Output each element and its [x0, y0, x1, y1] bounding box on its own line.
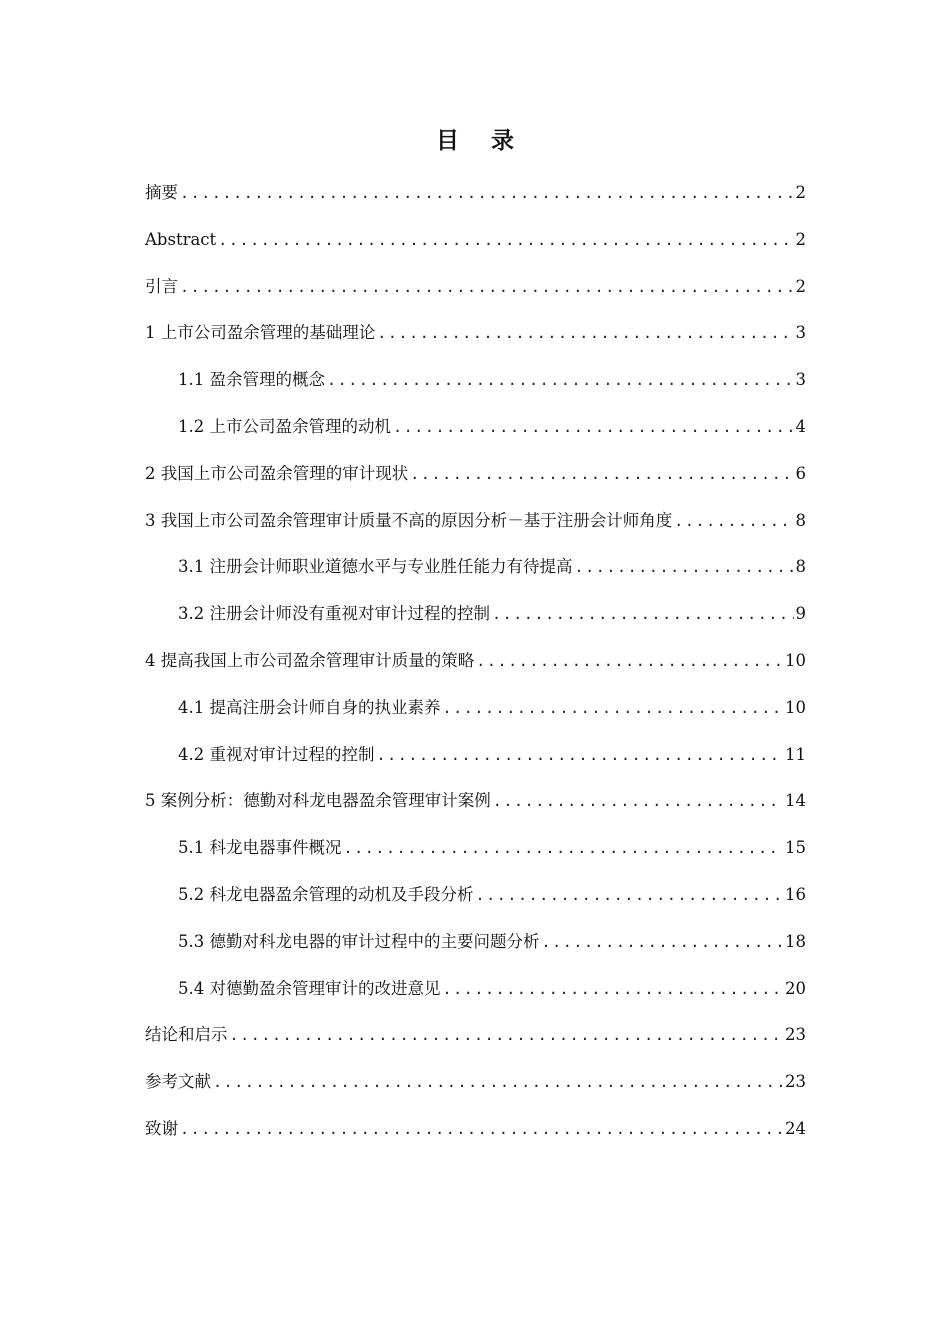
toc-leader-dots [393, 412, 794, 442]
toc-leader-dots [476, 646, 783, 676]
toc-entry-section-3-1[interactable] [145, 552, 806, 599]
toc-entry-text: 5.2 科龙电器盈余管理的动机及手段分析 [178, 884, 474, 904]
toc-page-number: 15 [785, 838, 806, 858]
toc-leader-dots [180, 1114, 783, 1144]
toc-leader-dots [327, 365, 794, 395]
toc-entry-chapter-3[interactable] [145, 506, 806, 553]
toc-entry-abstract-cn[interactable] [145, 178, 806, 225]
toc-page-number: 8 [795, 557, 806, 577]
toc-page-number: 10 [785, 650, 806, 670]
toc-entry-text: 3.1 注册会计师职业道德水平与专业胜任能力有待提高 [178, 557, 573, 577]
toc-page-number: 10 [785, 697, 806, 717]
toc-entry-abstract-en[interactable] [145, 225, 806, 272]
toc-entry-text: 4.1 提高注册会计师自身的执业素养 [178, 697, 441, 717]
toc-leader-dots [575, 552, 794, 582]
toc-entry-chapter-2[interactable] [145, 459, 806, 506]
toc-entry-text: 5.1 科龙电器事件概况 [178, 838, 342, 858]
toc-entry-chapter-5[interactable] [145, 786, 806, 833]
toc-entry-text: 1 上市公司盈余管理的基础理论 [145, 323, 376, 343]
toc-leader-dots [493, 786, 783, 816]
toc-leader-dots [377, 740, 784, 770]
toc-leader-dots [180, 178, 794, 208]
toc-entry-text: Abstract [145, 229, 217, 249]
toc-page-number: 18 [785, 931, 806, 951]
toc-entry-text: 4.2 重视对审计过程的控制 [178, 744, 375, 764]
toc-entry-section-1-1[interactable] [145, 365, 806, 412]
toc-page-number: 2 [795, 229, 806, 249]
toc-page-number: 4 [795, 416, 806, 436]
toc-entry-text: 参考文献 [145, 1072, 211, 1092]
toc-leader-dots [443, 693, 784, 723]
toc-page-number: 14 [785, 791, 806, 811]
toc-entry-section-4-1[interactable] [145, 693, 806, 740]
toc-entry-chapter-4[interactable] [145, 646, 806, 693]
toc-leader-dots [542, 927, 784, 957]
toc-entry-section-5-4[interactable] [145, 974, 806, 1021]
toc-entry-text: 结论和启示 [145, 1025, 228, 1045]
toc-entry-references[interactable] [145, 1067, 806, 1114]
toc-page-number: 23 [785, 1025, 806, 1045]
toc-entry-section-5-2[interactable] [145, 880, 806, 927]
toc-entry-text: 1.1 盈余管理的概念 [178, 370, 325, 390]
toc-entry-section-4-2[interactable] [145, 740, 806, 787]
toc-leader-dots [218, 225, 793, 255]
toc-page-number: 3 [795, 323, 806, 343]
toc-page-number: 24 [785, 1118, 806, 1138]
toc-leader-dots [476, 880, 784, 910]
toc-entry-section-3-2[interactable] [145, 599, 806, 646]
toc-leader-dots [344, 833, 784, 863]
toc-page-number: 9 [795, 604, 806, 624]
toc-entry-introduction[interactable] [145, 272, 806, 319]
toc-entry-section-5-3[interactable] [145, 927, 806, 974]
toc-page-number: 20 [785, 978, 806, 998]
toc-entry-chapter-1[interactable] [145, 318, 806, 365]
toc-leader-dots [674, 506, 793, 536]
toc-page-number: 16 [785, 884, 806, 904]
toc-entry-text: 3.2 注册会计师没有重视对审计过程的控制 [178, 604, 490, 624]
toc-entry-section-1-2[interactable] [145, 412, 806, 459]
toc-entry-section-5-1[interactable] [145, 833, 806, 880]
toc-entry-text: 引言 [145, 276, 178, 296]
toc-leader-dots [492, 599, 794, 629]
toc-page-number: 11 [785, 744, 806, 764]
toc-leader-dots [213, 1067, 783, 1097]
toc-leader-dots [377, 318, 793, 348]
toc-page-number: 2 [795, 276, 806, 296]
toc-leader-dots [410, 459, 793, 489]
toc-entry-conclusion[interactable] [145, 1020, 806, 1067]
toc-entry-acknowledgements[interactable] [145, 1114, 806, 1161]
toc-list [145, 178, 806, 1161]
toc-page-number: 23 [785, 1072, 806, 1092]
toc-entry-text: 2 我国上市公司盈余管理的审计现状 [145, 463, 409, 483]
toc-leader-dots [180, 272, 794, 302]
toc-leader-dots [230, 1020, 784, 1050]
toc-entry-text: 1.2 上市公司盈余管理的动机 [178, 416, 391, 436]
toc-entry-text: 致谢 [145, 1118, 178, 1138]
toc-entry-text: 5 案例分析：德勤对科龙电器盈余管理审计案例 [145, 791, 491, 811]
toc-entry-text: 摘要 [145, 183, 178, 202]
toc-entry-text: 5.4 对德勤盈余管理审计的改进意见 [178, 978, 441, 998]
toc-page-number: 6 [795, 463, 806, 483]
toc-title: 目 录 [435, 128, 526, 154]
toc-entry-text: 3 我国上市公司盈余管理审计质量不高的原因分析－基于注册会计师角度 [145, 510, 673, 530]
toc-page-number: 3 [795, 370, 806, 390]
toc-entry-text: 5.3 德勤对科龙电器的审计过程中的主要问题分析 [178, 931, 540, 951]
toc-leader-dots [443, 974, 784, 1004]
toc-page-number: 2 [795, 183, 806, 202]
toc-page-number: 8 [795, 510, 806, 530]
toc-entry-text: 4 提高我国上市公司盈余管理审计质量的策略 [145, 650, 475, 670]
